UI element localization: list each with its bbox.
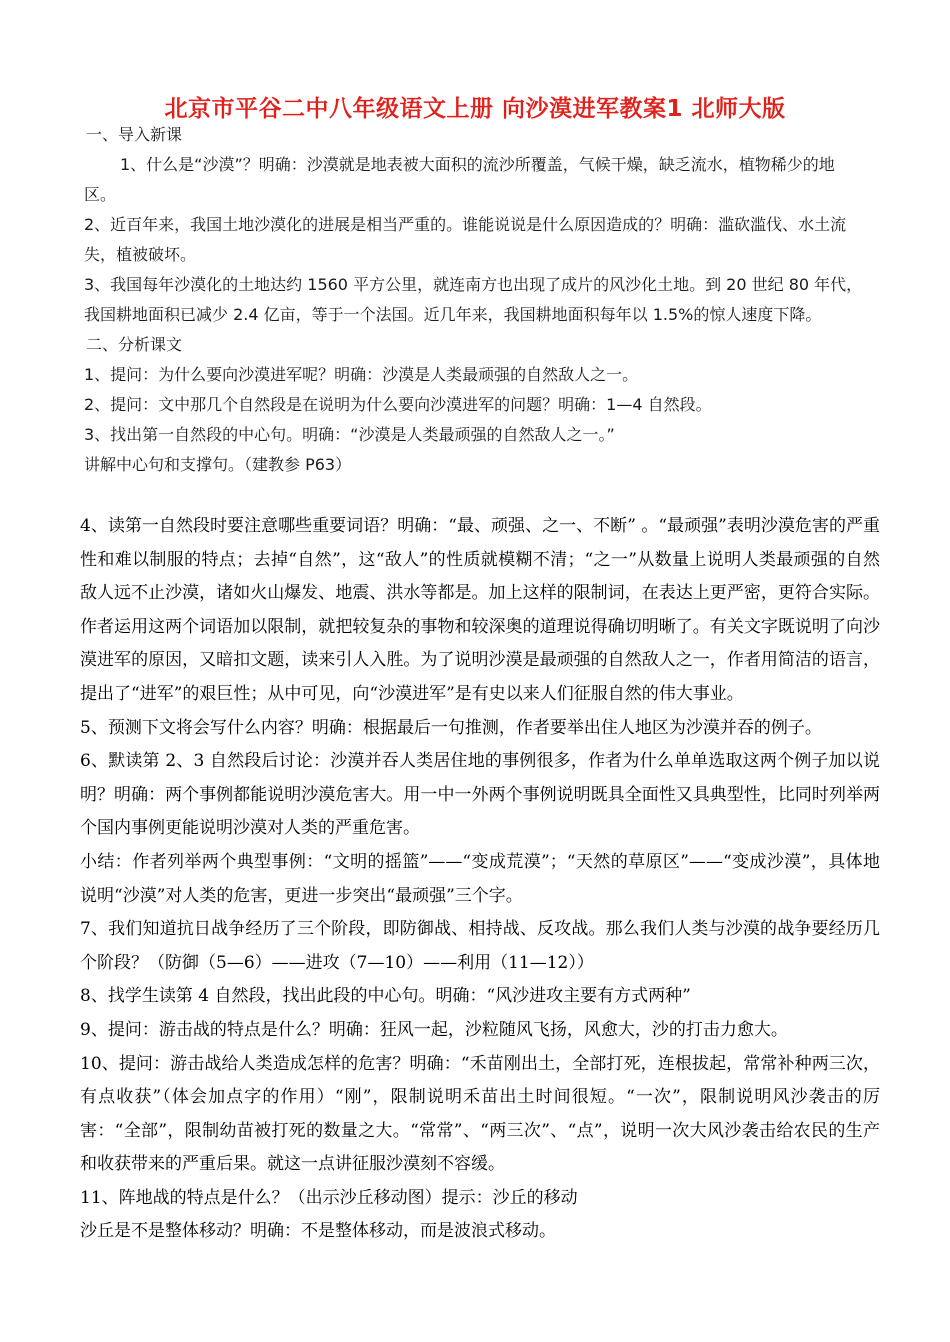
body-summary: 小结：作者列举两个典型事例：“文明的摇篮”——“变成荒漠”；“天然的草原区”——“变成沙漠”，具体地说明“沙漠”对人类的危害，更进一步突出“最顽强”三个字。: [80, 851, 880, 906]
body-paragraph-11: 11、阵地战的特点是什么？（出示沙丘移动图）提示：沙丘的移动: [80, 1187, 578, 1208]
section-heading-intro: 一、导入新课: [86, 125, 183, 144]
intro-paragraph-1: 1、什么是“沙漠”？明确：沙漠就是地表被大面积的流沙所覆盖，气候干燥，缺乏流水，植物稀少的地区。: [84, 155, 835, 204]
intro-paragraph-3: 3、我国每年沙漠化的土地达约 1560 平方公里，就连南方也出现了成片的风沙化土地。到 20 世纪 80 年代，我国耕地面积已减少 2.4 亿亩，等于一个法国。近几年来，我国耕地面积每年以 1.5%的惊人速度下降。: [84, 275, 863, 324]
body-paragraph-12: 沙丘是不是整体移动？明确：不是整体移动，而是波浪式移动。: [80, 1221, 556, 1242]
body-paragraph-10: 10、提问：游击战给人类造成怎样的危害？明确：“禾苗刚出土，全部打死，连根拔起，常常补种两三次，有点收获”（体会加点字的作用）“刚”，限制说明禾苗出土时间很短。“一次”，限制说明风沙袭击的厉害：“全部”，限制幼苗被打死的数量之大。“常常”、“两三次”、“点”，说明一次大风沙袭击给农民的生产和收获带来的严重后果。就这一点讲征服沙漠刻不容缓。: [80, 1053, 880, 1175]
analysis-question-2: 2、提问：文中那几个自然段是在说明为什么要向沙漠进军的问题？明确：1—4 自然段。: [84, 395, 712, 414]
body-paragraph-5: 5、预测下文将会写什么内容？明确：根据最后一句推测，作者要举出住人地区为沙漠并吞的例子。: [80, 717, 822, 738]
lesson-body: [80, 510, 880, 1249]
intro-paragraph-2: 2、近百年来，我国土地沙漠化的进展是相当严重的。谁能说说是什么原因造成的？明确：滥砍滥伐、水土流失，植被破坏。: [84, 215, 847, 264]
body-paragraph-8: 8、找学生读第 4 自然段，找出此段的中心句。明确：“风沙进攻主要有方式两种”: [80, 986, 691, 1007]
analysis-question-3: 3、找出第一自然段的中心句。明确：“沙漠是人类最顽强的自然敌人之一。”: [84, 425, 615, 444]
section-heading-analysis: 二、分析课文: [86, 335, 183, 354]
scanned-intro-section: [84, 120, 864, 480]
body-paragraph-6: 6、默读第 2、3 自然段后讨论：沙漠并吞人类居住地的事例很多，作者为什么单单选取这两个例子加以说明？明确：两个事例都能说明沙漠危害大。用一中一外两个事例说明既具全面性又具典型性，比同时列举两个国内事例更能说明沙漠对人类的严重危害。: [80, 751, 880, 839]
body-paragraph-9: 9、提问：游击战的特点是什么？明确：狂风一起，沙粒随风飞扬，风愈大，沙的打击力愈大。: [80, 1019, 788, 1040]
body-paragraph-7: 7、我们知道抗日战争经历了三个阶段，即防御战、相持战、反攻战。那么我们人类与沙漠的战争要经历几个阶段？（防御（5—6）——进攻（7—10）——利用（11—12））: [80, 919, 880, 973]
body-paragraph-4: 4、读第一自然段时要注意哪些重要词语？明确：“最、顽强、之一、不断” 。“最顽强”表明沙漠危害的严重性和难以制服的特点；去掉“自然”，这“敌人”的性质就模糊不清；“之一”从数量上说明人类最顽强的自然敌人远不止沙漠，诸如火山爆发、地震、洪水等都是。加上这样的限制词，在表达上更严密，更符合实际。作者运用这两个词语加以限制，就把较复杂的事物和较深奥的道理说得确切明晰了。有关文字既说明了向沙漠进军的原因，又暗扣文题，读来引人入胜。为了说明沙漠是最顽强的自然敌人之一，作者用简洁的语言，提出了“进军”的艰巨性；从中可见，向“沙漠进军”是有史以来人们征服自然的伟大事业。: [80, 516, 880, 704]
document-title: 北京市平谷二中八年级语文上册 向沙漠进军教案1 北师大版: [164, 96, 786, 122]
analysis-note: 讲解中心句和支撑句。（建教参 P63）: [84, 455, 352, 474]
analysis-question-1: 1、提问：为什么要向沙漠进军呢？明确：沙漠是人类最顽强的自然敌人之一。: [84, 365, 639, 384]
